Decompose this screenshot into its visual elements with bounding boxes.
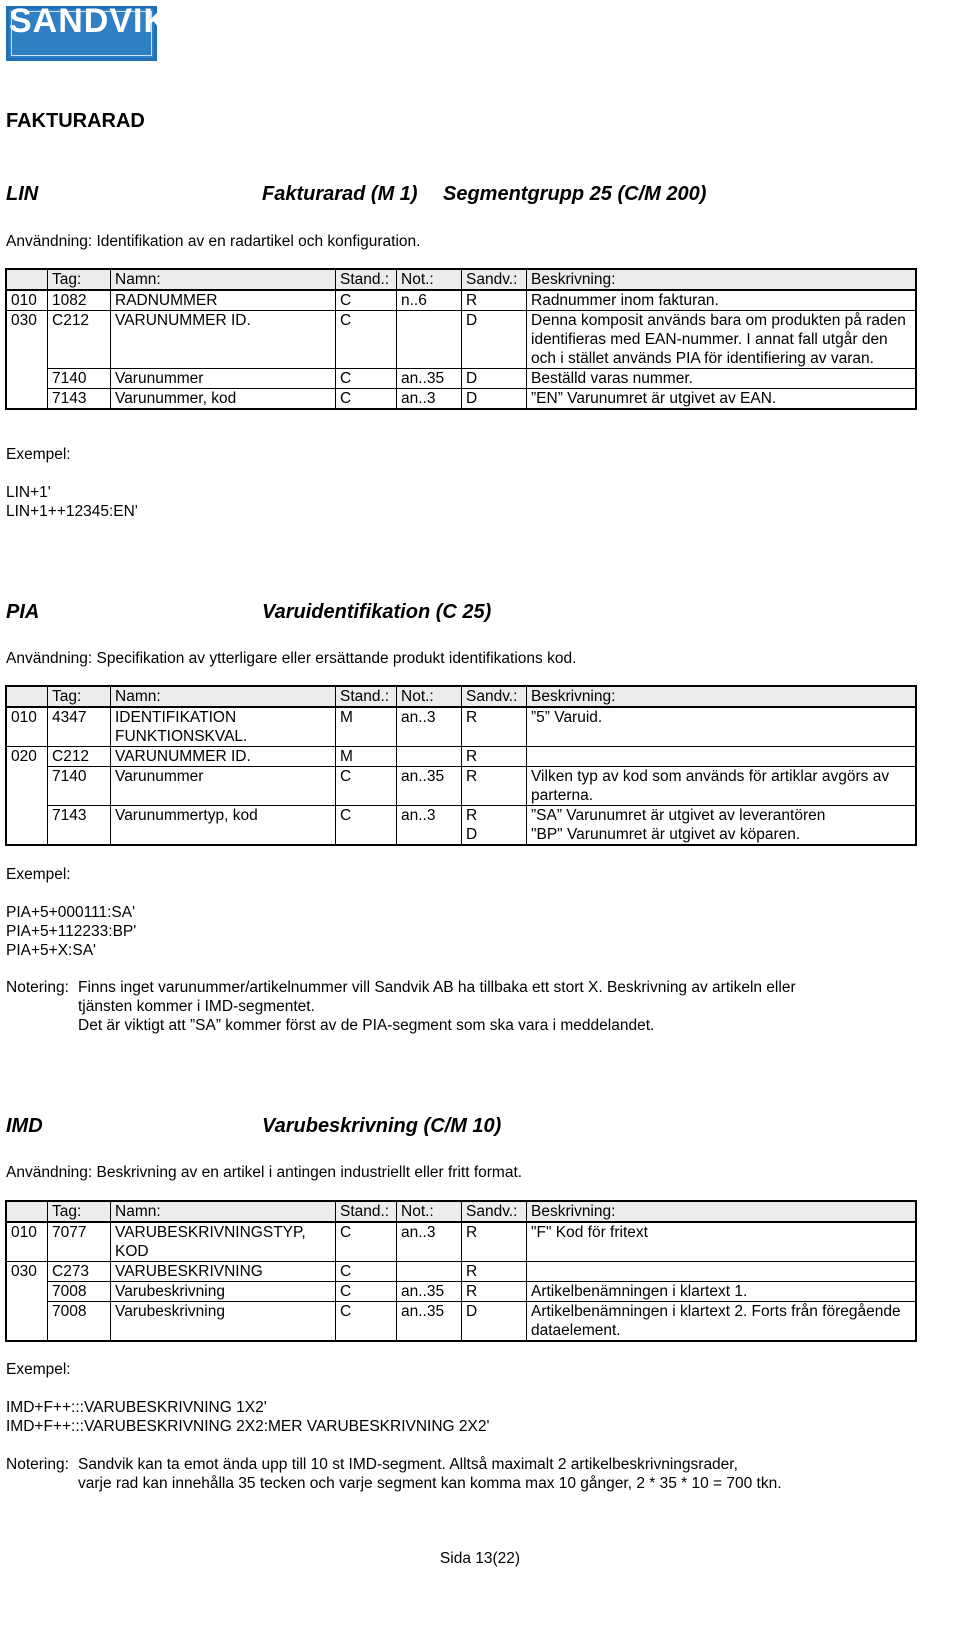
imd-cell-c2: VARUBESKRIVNING [111,1262,336,1282]
imd-header-4: Sandv.: [462,1201,527,1222]
imd-cell-c3: C [336,1302,397,1342]
lin-cell-c0 [6,389,48,410]
pia-cell-c4: an..3 [397,806,462,846]
pia-header-0: Tag: [48,686,111,707]
imd-cell-c3: C [336,1282,397,1302]
lin-cell-c5: D [462,311,527,369]
pia-segment-title: Varuidentifikation (C 25) [262,601,492,623]
pia-header-4: Sandv.: [462,686,527,707]
lin-cell-c1: 1082 [48,290,111,311]
imd-table-header [6,1201,916,1222]
lin-table-row [6,369,916,389]
lin-segment-table [5,268,917,410]
lin-cell-c1: 7140 [48,369,111,389]
lin-cell-c2: Varunummer [111,369,336,389]
pia-cell-c2: VARUNUMMER ID. [111,747,336,767]
lin-header-0: Tag: [48,269,111,290]
lin-cell-c5: D [462,389,527,410]
imd-cell-c5: D [462,1302,527,1342]
imd-cell-c2: Varubeskrivning [111,1302,336,1342]
imd-cell-c0 [6,1302,48,1342]
page-number: Sida 13(22) [439,1550,521,1567]
pia-cell-c2: Varunummer [111,767,336,806]
pia-cell-c5: R [462,767,527,806]
pia-table-row [6,767,916,806]
lin-cell-c3: C [336,311,397,369]
pia-cell-c2: Varunummertyp, kod [111,806,336,846]
pia-cell-c3: M [336,707,397,747]
pia-cell-c0: 020 [6,747,48,767]
lin-header-3: Not.: [397,269,462,290]
lin-example-1: LIN+1' [6,484,51,501]
imd-cell-c4: an..35 [397,1282,462,1302]
lin-example-2: LIN+1++12345:EN' [6,503,138,520]
imd-cell-c5: R [462,1282,527,1302]
lin-header-4: Sandv.: [462,269,527,290]
imd-note-line-2: varje rad kan innehålla 35 tecken och varje segment kan komma max 10 gånger, 2 * 35 * 10 = 700 tkn. [78,1475,782,1492]
imd-cell-c0 [6,1282,48,1302]
imd-table-row [6,1262,916,1282]
imd-example-1: IMD+F++:::VARUBESKRIVNING 1X2' [6,1399,267,1416]
imd-table-row [6,1302,916,1342]
imd-cell-c4: an..35 [397,1302,462,1342]
lin-cell-c4: n..6 [397,290,462,311]
pia-table-row [6,806,916,846]
imd-note-line-1: Sandvik kan ta emot ända upp till 10 st IMD-segment. Alltså maximalt 2 artikelbeskrivningsrader, [78,1456,738,1473]
pia-cell-c3: C [336,806,397,846]
imd-cell-c6: "F" Kod för fritext [527,1222,917,1262]
lin-cell-c6: Radnummer inom fakturan. [527,290,917,311]
imd-cell-c3: C [336,1262,397,1282]
imd-cell-c6: Artikelbenämningen i klartext 2. Forts från föregående dataelement. [527,1302,917,1342]
pia-cell-c1: C212 [48,747,111,767]
pia-note-line-2: tjänsten kommer i IMD-segmentet. [78,998,315,1015]
pia-table-header [6,686,916,707]
lin-table-row [6,389,916,410]
lin-cell-c3: C [336,369,397,389]
pia-cell-c6: ”SA” Varunumret är utgivet av leverantören "BP" Varunumret är utgivet av köparen. [527,806,917,846]
pia-example-label: Exempel: [6,866,71,883]
imd-cell-c1: 7008 [48,1302,111,1342]
pia-note-line-3: Det är viktigt att ”SA” kommer först av de PIA-segment som ska vara i meddelandet. [78,1017,655,1034]
pia-cell-c2: IDENTIFIKATION FUNKTIONSKVAL. [111,707,336,747]
pia-header-3: Not.: [397,686,462,707]
pia-cell-c4: an..3 [397,707,462,747]
imd-example-label: Exempel: [6,1361,71,1378]
pia-note-line-1: Finns inget varunummer/artikelnummer vill Sandvik AB ha tillbaka ett stort X. Beskrivning av artikeln eller [78,979,796,996]
pia-cell-c0: 010 [6,707,48,747]
pia-cell-c0 [6,767,48,806]
imd-note-label: Notering: [6,1456,69,1473]
lin-segment-code: LIN [6,183,39,205]
pia-cell-c5: R [462,707,527,747]
imd-cell-c1: C273 [48,1262,111,1282]
pia-header-2: Stand.: [336,686,397,707]
lin-cell-c2: Varunummer, kod [111,389,336,410]
pia-header-1: Namn: [111,686,336,707]
imd-header-pos [6,1201,48,1222]
pia-example-3: PIA+5+X:SA' [6,942,96,959]
pia-cell-c4 [397,747,462,767]
logo-text: SANDVIK [9,2,170,40]
lin-cell-c3: C [336,290,397,311]
lin-cell-c5: R [462,290,527,311]
pia-cell-c6 [527,747,917,767]
pia-example-2: PIA+5+112233:BP' [6,923,137,940]
imd-header-2: Stand.: [336,1201,397,1222]
pia-segment-code: PIA [6,601,40,623]
imd-table-row [6,1222,916,1262]
pia-cell-c3: C [336,767,397,806]
lin-segment-title: Fakturarad (M 1) [262,183,418,205]
lin-header-pos [6,269,48,290]
pia-cell-c6: Vilken typ av kod som används för artiklar avgörs av parterna. [527,767,917,806]
imd-header-3: Not.: [397,1201,462,1222]
page-title: FAKTURARAD [6,110,145,132]
lin-cell-c5: D [462,369,527,389]
imd-header-0: Tag: [48,1201,111,1222]
imd-segment-title: Varubeskrivning (C/M 10) [262,1115,502,1137]
imd-header-1: Namn: [111,1201,336,1222]
imd-cell-c3: C [336,1222,397,1262]
pia-table-row [6,707,916,747]
lin-table-row [6,290,916,311]
lin-cell-c6: Beställd varas nummer. [527,369,917,389]
imd-cell-c1: 7077 [48,1222,111,1262]
pia-header-pos [6,686,48,707]
pia-cell-c6: ”5” Varuid. [527,707,917,747]
lin-header-2: Stand.: [336,269,397,290]
lin-table-header [6,269,916,290]
imd-usage: Användning: Beskrivning av en artikel i antingen industriellt eller fritt format. [6,1164,523,1181]
pia-cell-c4: an..35 [397,767,462,806]
imd-cell-c0: 030 [6,1262,48,1282]
pia-note-label: Notering: [6,979,69,996]
lin-cell-c0: 030 [6,311,48,369]
imd-cell-c2: VARUBESKRIVNINGSTYP, KOD [111,1222,336,1262]
lin-cell-c4: an..35 [397,369,462,389]
imd-segment-table [5,1200,917,1342]
imd-example-2: IMD+F++:::VARUBESKRIVNING 2X2:MER VARUBESKRIVNING 2X2' [6,1418,490,1435]
pia-header-5: Beskrivning: [527,686,917,707]
imd-cell-c4 [397,1262,462,1282]
imd-cell-c1: 7008 [48,1282,111,1302]
lin-example-label: Exempel: [6,446,71,463]
lin-table-row [6,311,916,369]
imd-cell-c5: R [462,1222,527,1262]
imd-cell-c5: R [462,1262,527,1282]
lin-cell-c0 [6,369,48,389]
lin-header-1: Namn: [111,269,336,290]
imd-segment-code: IMD [6,1115,43,1137]
pia-segment-table [5,685,917,846]
lin-cell-c3: C [336,389,397,410]
pia-cell-c1: 4347 [48,707,111,747]
pia-cell-c5: R [462,747,527,767]
lin-usage: Användning: Identifikation av en radartikel och konfiguration. [6,233,421,250]
lin-cell-c1: 7143 [48,389,111,410]
pia-cell-c1: 7143 [48,806,111,846]
pia-example-1: PIA+5+000111:SA' [6,904,136,921]
sandvik-logo [6,2,170,61]
lin-cell-c1: C212 [48,311,111,369]
imd-table-row [6,1282,916,1302]
lin-header-5: Beskrivning: [527,269,917,290]
imd-cell-c6 [527,1262,917,1282]
imd-cell-c2: Varubeskrivning [111,1282,336,1302]
imd-header-5: Beskrivning: [527,1201,917,1222]
lin-cell-c0: 010 [6,290,48,311]
pia-usage: Användning: Specifikation av ytterligare eller ersättande produkt identifikations kod. [6,650,577,667]
pia-table-row [6,747,916,767]
imd-cell-c6: Artikelbenämningen i klartext 1. [527,1282,917,1302]
lin-segment-group: Segmentgrupp 25 (C/M 200) [443,183,707,205]
lin-cell-c2: RADNUMMER [111,290,336,311]
lin-cell-c6: ”EN” Varunumret är utgivet av EAN. [527,389,917,410]
lin-cell-c4 [397,311,462,369]
pia-cell-c3: M [336,747,397,767]
imd-cell-c4: an..3 [397,1222,462,1262]
pia-cell-c1: 7140 [48,767,111,806]
lin-cell-c2: VARUNUMMER ID. [111,311,336,369]
pia-cell-c0 [6,806,48,846]
lin-cell-c4: an..3 [397,389,462,410]
pia-cell-c5: R D [462,806,527,846]
imd-cell-c0: 010 [6,1222,48,1262]
lin-cell-c6: Denna komposit används bara om produkten på raden identifieras med EAN-nummer. I annat fall utgår den och i stället används PIA för identifiering av varan. [527,311,917,369]
